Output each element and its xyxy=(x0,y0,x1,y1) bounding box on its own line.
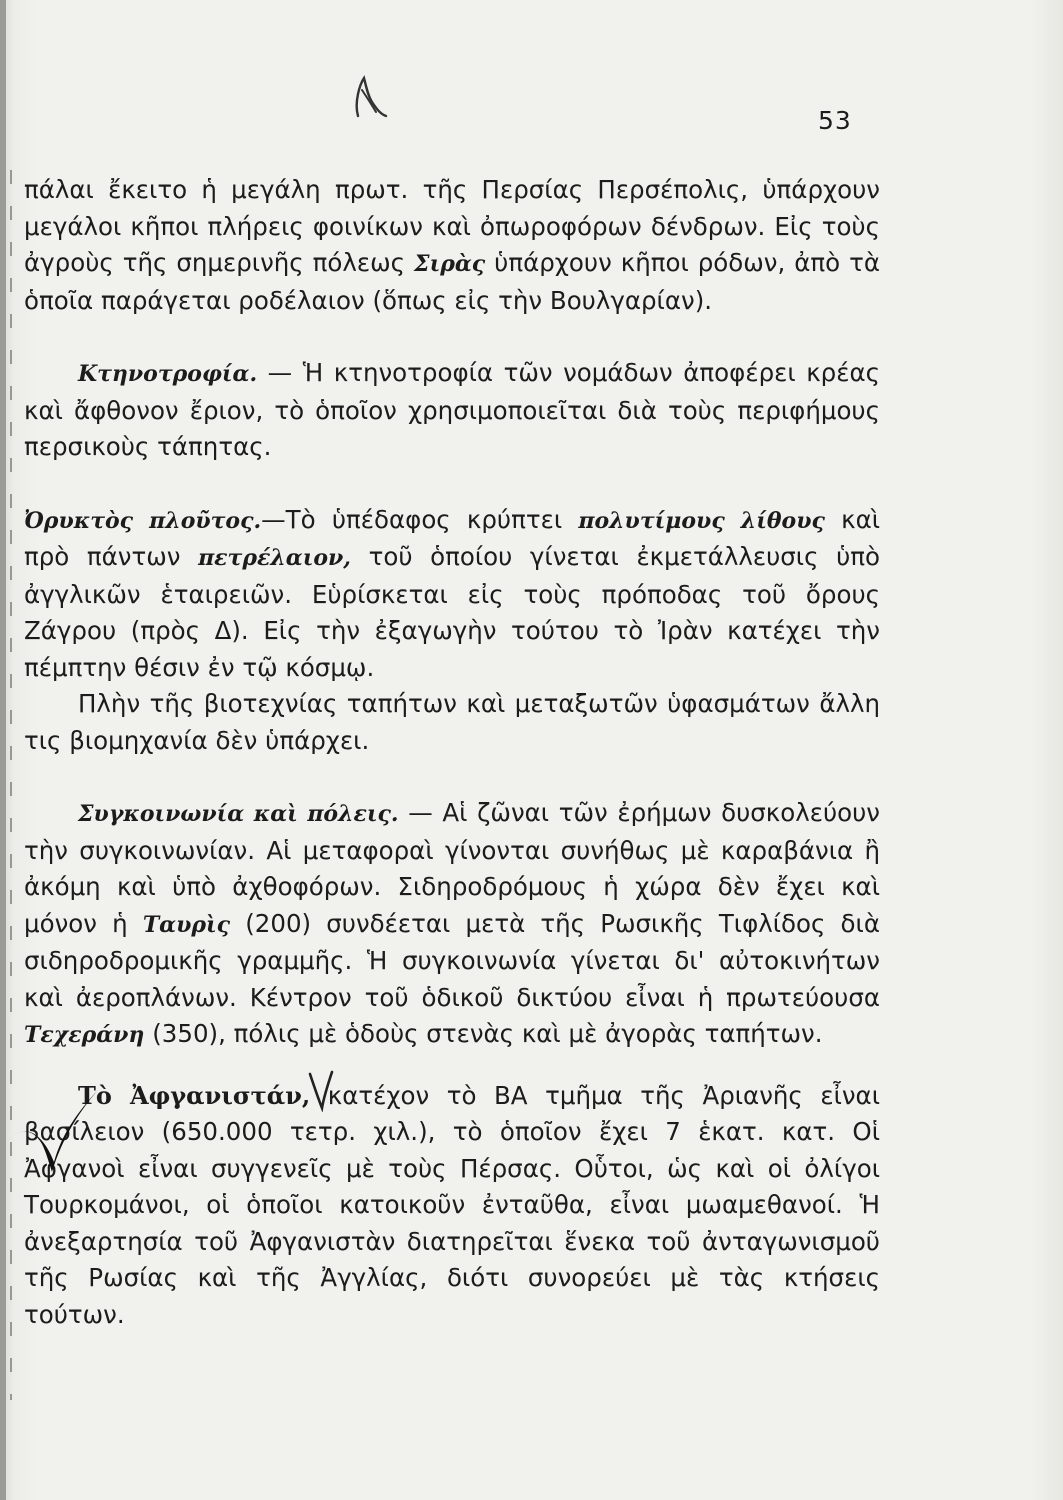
section-text-minerals: —Τὸ ὑπέδαφος κρύπτει xyxy=(261,504,563,534)
page-number: 53 xyxy=(818,106,852,135)
paragraph-industry: Πλὴν τῆς βιοτεχνίας ταπήτων καὶ μεταξωτῶν ὑφασμάτων ἄλλη τις βιομηχανία δὲν ὑπάρχει. xyxy=(24,689,880,755)
section-text-transport: — Αἱ ζῶναι τῶν ἐρήμων δυσκολεύουν τὴν συγκοινωνίαν. Αἱ μεταφοραὶ γίνονται συνήθως μὲ καραβάνια ἢ ἀκόμη καὶ ὑπὸ ἀχθοφόρων. Σιδηροδρόμους ἡ χώρα δὲν ἔχει καὶ μόνον ἡ xyxy=(24,798,880,938)
section-heading-transport: Συγκοινωνία καὶ πόλεις. xyxy=(78,801,399,827)
paragraph-text: ὑπάρχουν κῆποι ρόδων, ἀπὸ τὰ ὁποῖα παράγεται ροδέλαιον (ὅπως εἰς τὴν Βουλγαρίαν). xyxy=(24,248,880,315)
pencil-mark-top xyxy=(346,72,392,124)
section-heading-livestock: Κτηνοτροφία. xyxy=(78,361,258,387)
keyword-precious-stones: πολυτίμους λίθους xyxy=(578,507,825,534)
section-heading-afghanistan: Τὸ Ἀφγανιστάν, xyxy=(78,1080,311,1110)
paragraph-persepolis xyxy=(24,172,880,319)
section-text-transport: (350), πόλις μὲ ὁδοὺς στενὰς καὶ μὲ ἀγορὰς ταπήτων. xyxy=(152,1019,823,1048)
section-text-livestock: — Ἡ κτηνοτροφία τῶν νομάδων ἀποφέρει κρέας καὶ ἄφθονον ἔριον, τὸ ὁποῖον χρησιμοποιεῖται διὰ τοὺς περιφήμους περσικοὺς τάπητας. xyxy=(24,358,880,461)
section-afghanistan xyxy=(24,1078,880,1334)
paragraph-text: πάλαι ἔκειτο ἡ μεγάλη πρωτ. τῆς Περσίας Περσέπολις, ὑπάρχουν μεγάλοι κῆποι πλήρεις φοινίκων καὶ ὀπωροφόρων δένδρων. Εἰς τοὺς ἀγροὺς τῆς σημερινῆς πόλεως xyxy=(24,175,880,277)
section-livestock xyxy=(24,355,880,466)
keyword-tehran: Τεχεράνη xyxy=(24,1022,145,1048)
ink-checkmark xyxy=(12,1082,102,1178)
section-transport-cities xyxy=(24,795,880,1054)
section-text-transport: (200) συνδέεται μετὰ τῆς Ρωσικῆς Τιφλίδος διὰ σιδηροδρομικῆς γραμμῆς. Ἡ συγκοινωνία γίνεται δι' αὐτοκινήτων καὶ ἀεροπλάνων. Κέντρον τοῦ ὁδικοῦ δικτύου εἶναι ἡ πρωτεύουσα xyxy=(24,908,880,1012)
section-text-afghanistan: κατέχον τὸ ΒΑ τμῆμα τῆς Ἀριανῆς εἶναι βασίλειον (650.000 τετρ. χιλ.), τὸ ὁποῖον ἔχει 7 ἑκατ. κατ. Οἱ Ἀφγανοὶ εἶναι συγγενεῖς μὲ τοὺς Πέρσας. Οὗτοι, ὡς καὶ οἱ ὀλίγοι Τουρκομάνοι, οἱ ὁποῖοι κατοικοῦν ἐνταῦθα, εἶναι μωαμεθανοί. Ἡ ἀνεξαρτησία τοῦ Ἀφγανιστὰν διατηρεῖται ἕνεκα τοῦ ἀνταγωνισμοῦ τῆς Ρωσίας καὶ τῆς Ἀγγλίας, διότι συνορεύει μὲ τὰς κτήσεις τούτων. xyxy=(24,1080,880,1329)
body-text xyxy=(24,172,880,1333)
section-text-minerals: τοῦ ὁποίου γίνεται ἐκμετάλλευσις ὑπὸ ἀγγλικῶν ἑταιρειῶν. Εὑρίσκεται εἰς τοὺς πρόποδας τοῦ ὄρους Ζάγρου (πρὸς Δ). Εἰς τὴν ἐξαγωγὴν τούτου τὸ Ἰρὰν κατέχει τὴν πέμπτην θέσιν ἐν τῷ κόσμῳ. xyxy=(24,542,881,682)
keyword-shiraz: Σιρὰς xyxy=(414,251,486,277)
keyword-petroleum: πετρέλαιον, xyxy=(198,545,351,571)
page-binding-edge xyxy=(0,0,6,1500)
section-text-minerals: καὶ πρὸ πάντων xyxy=(24,504,881,571)
binding-shadow-line xyxy=(10,170,12,1400)
section-heading-minerals: Ὀρυκτὸς πλοῦτος. xyxy=(24,507,262,534)
section-minerals xyxy=(24,502,880,687)
pencil-tick-mark xyxy=(306,1068,336,1112)
keyword-tabriz: Ταυρὶς xyxy=(142,911,231,938)
